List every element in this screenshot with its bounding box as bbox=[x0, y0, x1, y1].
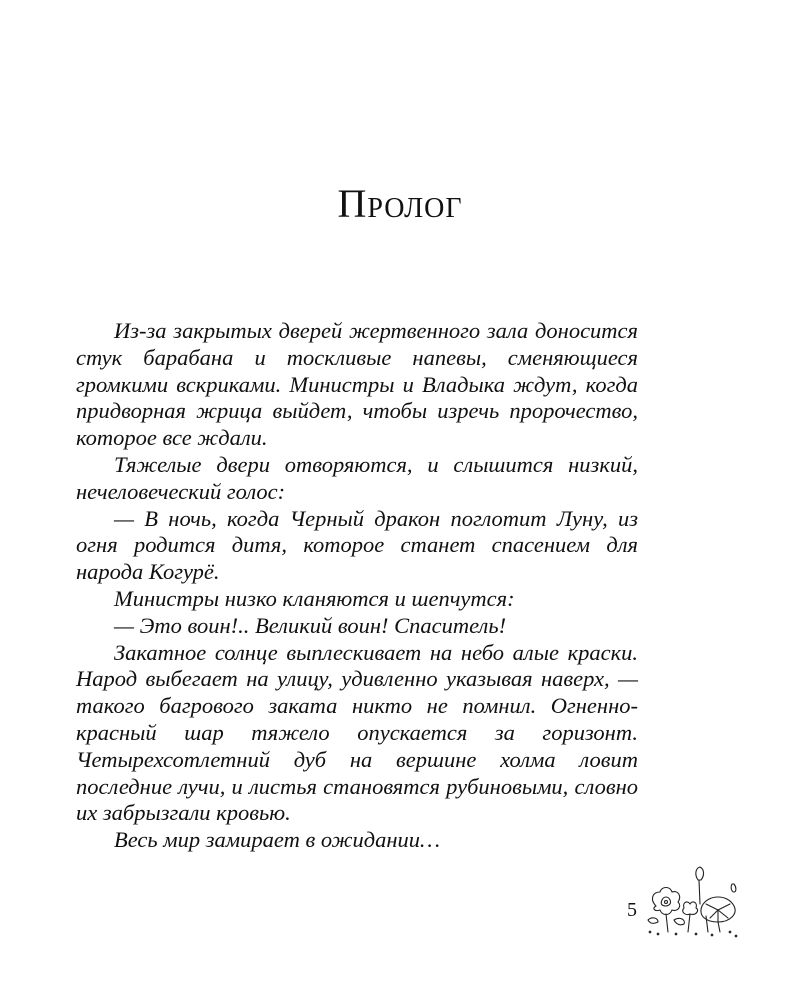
paragraph: Из-за закрытых дверей жертвенного зала доносится стук барабана и тоскливые напевы, сменяющиеся громкими вскриками. Министры и Владыка ждут, когда придворная жрица выйдет, чтобы изречь пророчество, которое все ждали. bbox=[76, 318, 638, 451]
chapter-title: Пролог bbox=[337, 181, 463, 226]
paragraph: — В ночь, когда Черный дракон поглотит Луну, из огня родится дитя, которое станет спасением для народа Когурё. bbox=[76, 505, 638, 585]
page-number: 5 bbox=[627, 899, 637, 921]
paragraph: Министры низко кланяются и шепчутся: bbox=[114, 585, 515, 611]
paragraph: Тяжелые двери отворяются, и слышится низкий, нечеловеческий голос: bbox=[76, 451, 638, 504]
chapter-text bbox=[76, 318, 638, 854]
lotus-ornament-icon bbox=[644, 866, 740, 938]
paragraph: Закатное солнце выплескивает на небо алые краски. Народ выбегает на улицу, удивленно указывая наверх, — такого багрового заката никто не помнил. Огненно-красный шар тяжело опускается за горизонт. Четырехсотлетний дуб на вершине холма ловит последние лучи, и листья становятся рубиновыми, словно их забрызгали кровью. bbox=[76, 639, 638, 826]
paragraph: Весь мир замирает в ожидании… bbox=[114, 827, 441, 853]
paragraph: — Это воин!.. Великий воин! Спаситель! bbox=[114, 612, 507, 638]
